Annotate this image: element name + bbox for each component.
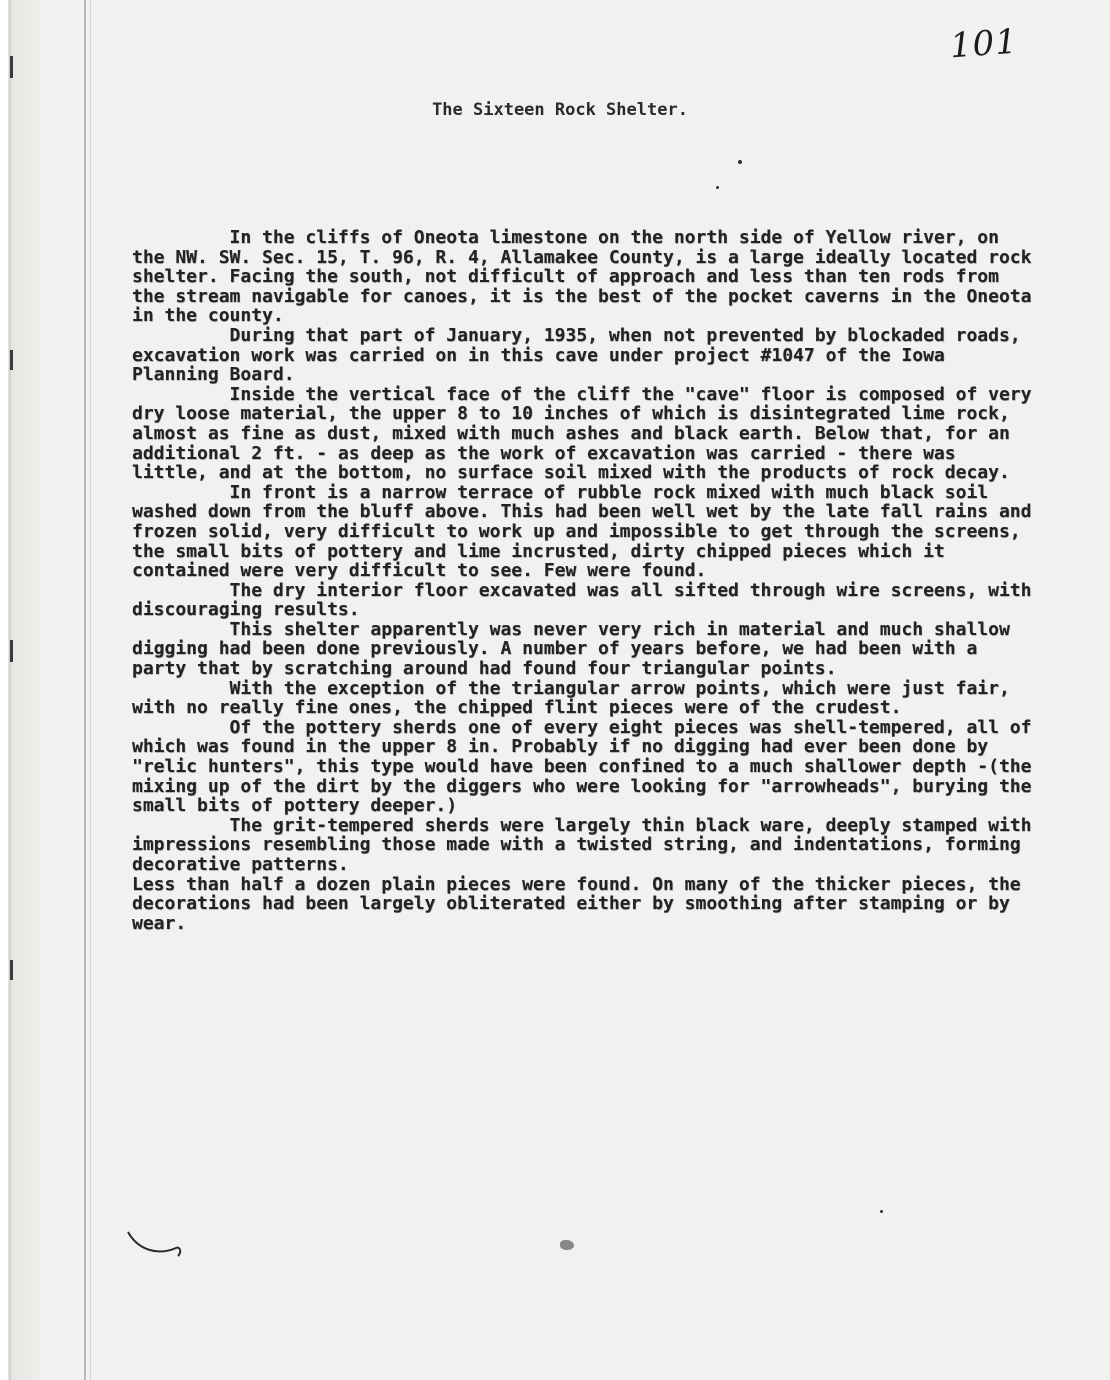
paragraph: In the cliffs of Oneota limestone on the north side of Yellow river, on the NW. SW. Sec. 15, T. 96, R. 4, Allamakee County, is a large ideally located rock shelter. Facing the south, not difficult of approach and less than ten rods from the stream navigable for canoes, it is the best of the pocket caverns in the Oneota in the county. [132, 227, 1032, 327]
speck [880, 1210, 883, 1213]
edge-mark [10, 960, 13, 980]
paragraph: The dry interior floor excavated was all sifted through wire screens, with discouraging results. [132, 579, 1032, 621]
paragraph: The grit-tempered sherds were largely thin black ware, deeply stamped with impressions resembling those made with a twisted string, and indentations, forming decorative patterns. [132, 814, 1032, 875]
speck [738, 160, 742, 164]
pen-mark [124, 1222, 194, 1262]
paragraph: Of the pottery sherds one of every eight pieces was shell-tempered, all of which was found in the upper 8 in. Probably if no digging had ever been done by "relic hunters", this type would have been confined to a much shallower depth -(the mixing up of the dirt by the diggers who were looking for "arrowheads", burying the small bits of pottery deeper.) [132, 716, 1032, 817]
page-number: 101 [948, 21, 1020, 67]
edge-mark [10, 56, 13, 78]
paragraph: Less than half a dozen plain pieces were found. On many of the thicker pieces, the decorations had been largely obliterated either by smoothing after stamping or by wear. [132, 873, 1021, 934]
margin-rule-secondary [90, 0, 91, 1380]
edge-mark [10, 350, 13, 370]
margin-rule [84, 0, 86, 1380]
paragraph: During that part of January, 1935, when not prevented by blockaded roads, excavation work was carried on in this cave under project #1047 of the Iowa Planning Board. [132, 324, 1021, 386]
body-text [132, 228, 1032, 933]
speck [716, 186, 719, 189]
paragraph: In front is a narrow terrace of rubble rock mixed with much black soil washed down from the bluff above. This had been well wet by the late fall rains and frozen solid, very difficult to work up and impossible to get through the screens, the small bits of pottery and lime incrusted, dirty chipped pieces which it contained were very difficult to see. Few were found. [132, 481, 1032, 582]
paragraph: Inside the vertical face of the cliff the "cave" floor is composed of very dry loose material, the upper 8 to 10 inches of which is disintegrated lime rock, almost as fine as dust, mixed with much ashes and black earth. Below that, for an additional 2 ft. - as deep as the work of excavation was carried - there was little, and at the bottom, no surface soil mixed with the products of rock decay. [132, 383, 1032, 484]
ink-smudge [560, 1240, 574, 1250]
page-title: The Sixteen Rock Shelter. [432, 100, 688, 120]
paragraph: With the exception of the triangular arrow points, which were just fair, with no really fine ones, the chipped flint pieces were of the crudest. [132, 677, 1010, 719]
paragraph: This shelter apparently was never very rich in material and much shallow digging had been done previously. A number of years before, we had been with a party that by scratching around had found four triangular points. [132, 618, 1010, 680]
edge-mark [10, 640, 13, 662]
